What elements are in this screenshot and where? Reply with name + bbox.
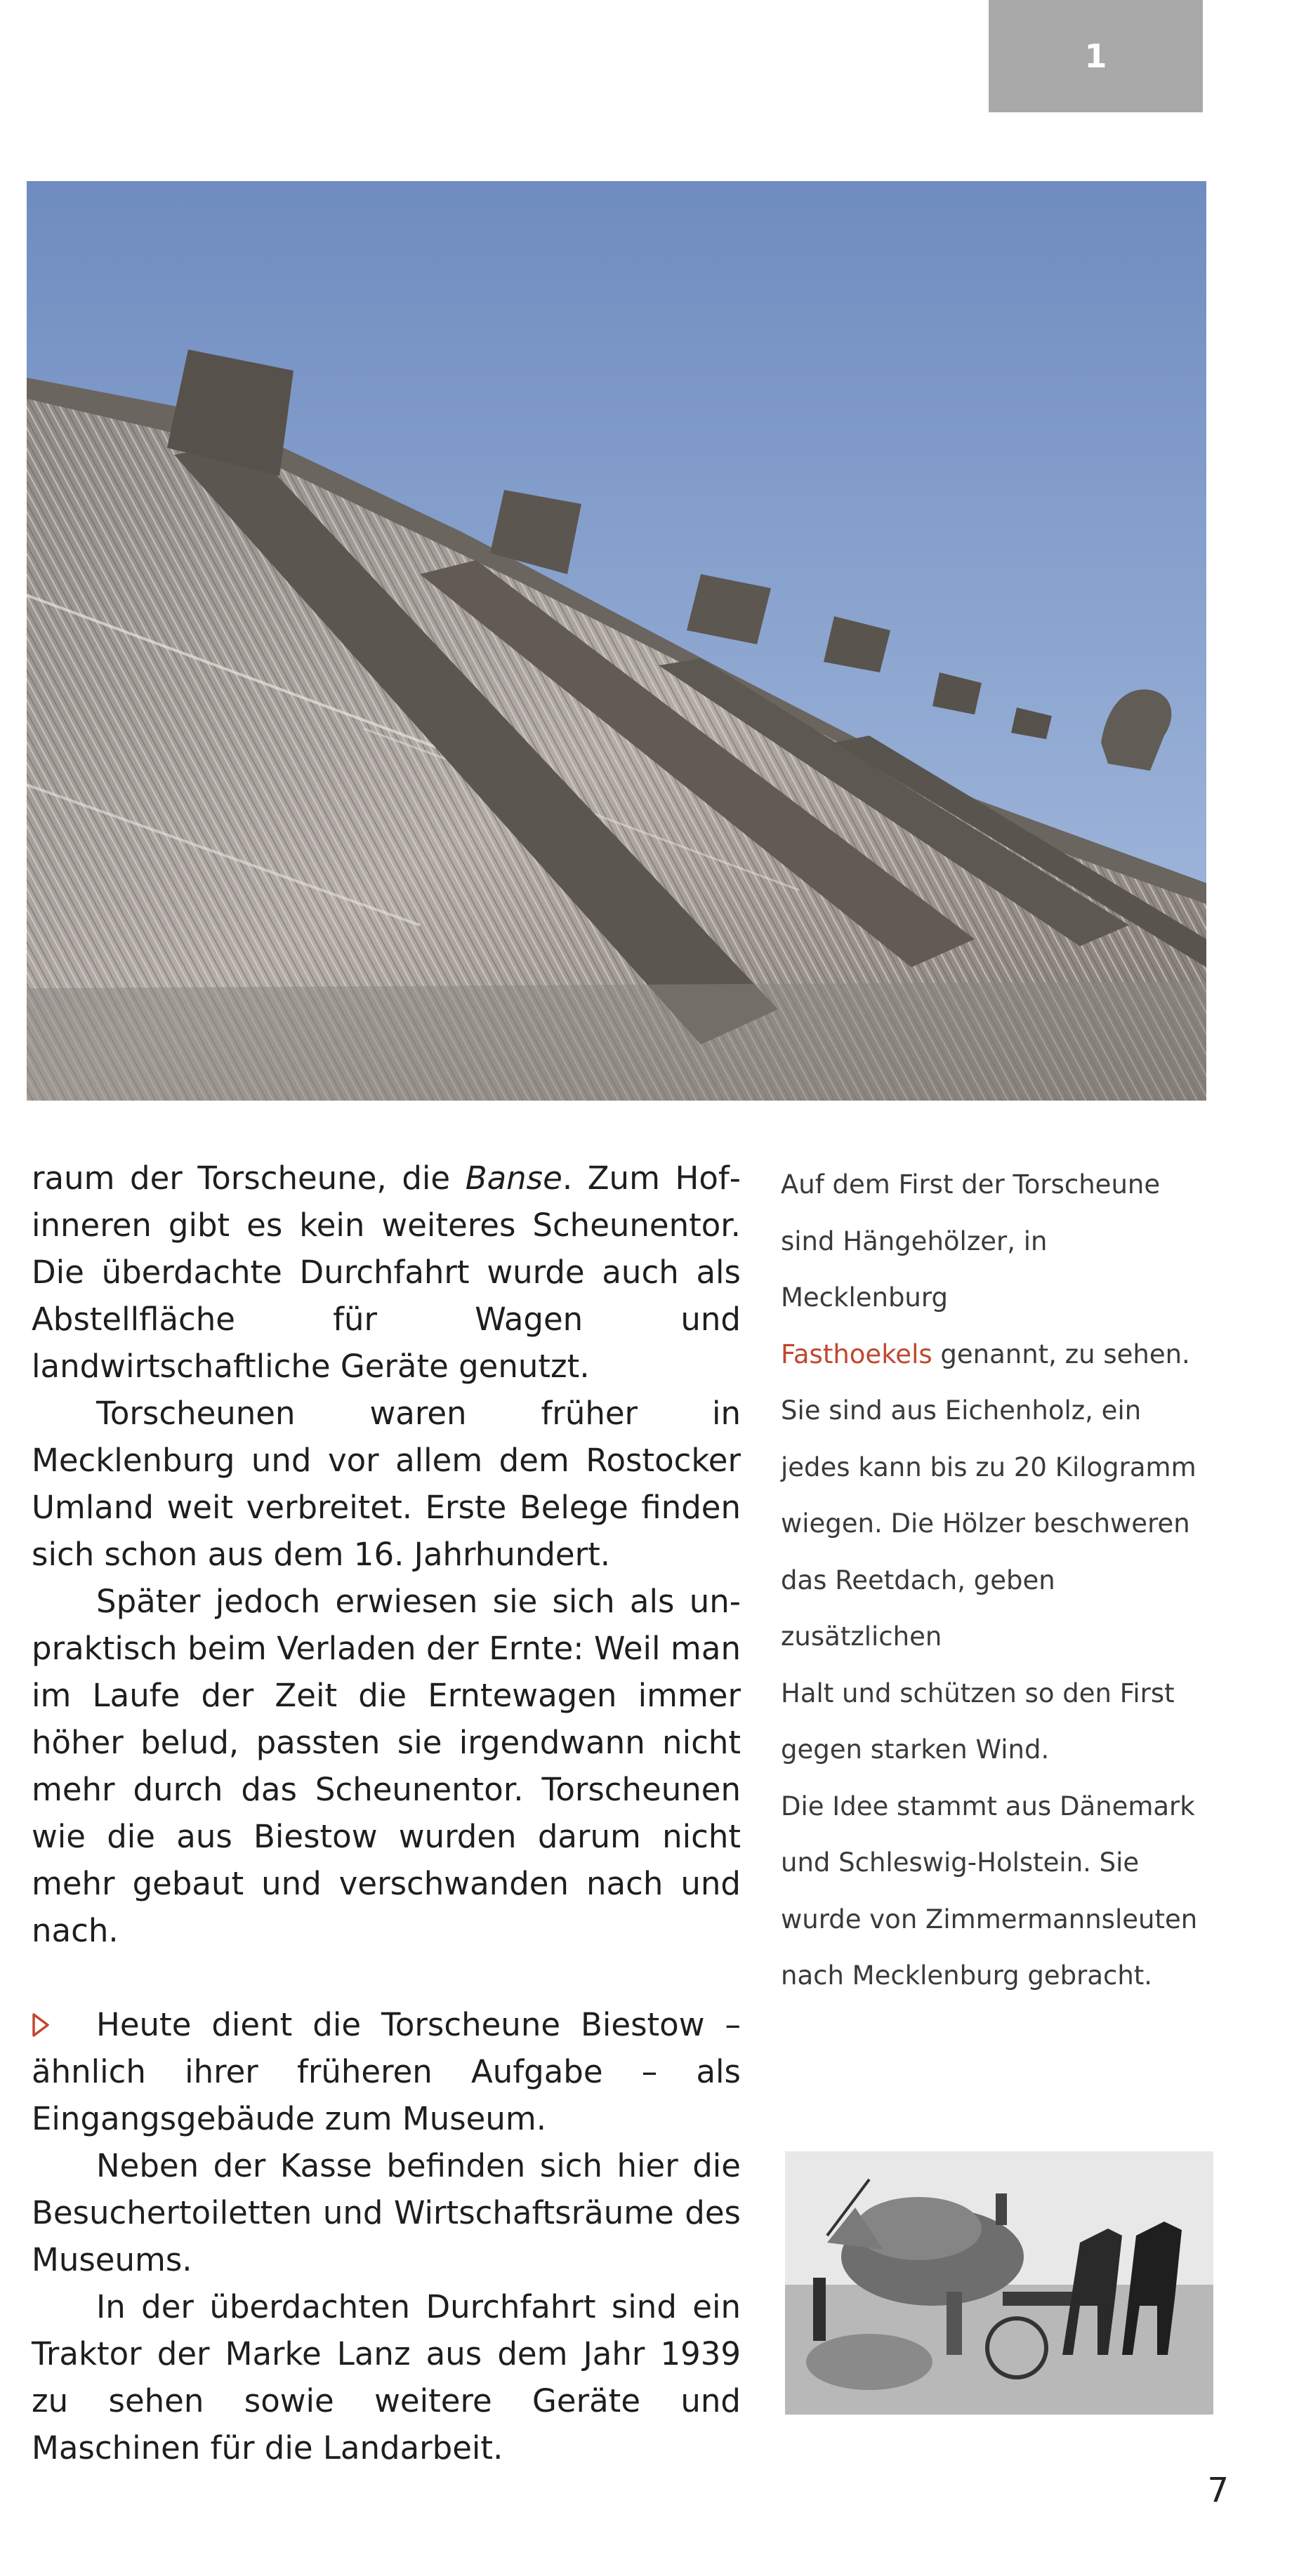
sidebar-line <box>781 1327 1220 1383</box>
harvest-photo <box>785 2151 1213 2415</box>
term-fasthoekels: Fasthoekels <box>781 1339 932 1369</box>
sidebar-line: Sie sind aus Eichenholz, ein <box>781 1395 1142 1426</box>
term-banse: Banse <box>465 1160 562 1197</box>
page-number: 7 <box>1207 2471 1229 2510</box>
paragraph-1-end: . Zum Hofinneren gibt es kein weiteres Scheunentor. Die überdachte Durchfahrt wurde auch als Abstellfläche für Wagen und landwirtschaftliche Geräte genutzt. <box>32 1160 741 1385</box>
paragraph-5: Neben der Kasse befinden sich hier die Besuchertoiletten und Wirtschaftsräume des Museums. <box>32 2147 741 2278</box>
sidebar-line: gegen starken Wind. <box>781 1734 1050 1765</box>
harvest-illustration <box>785 2151 1213 2415</box>
sidebar-caption <box>781 1157 1220 2005</box>
sidebar-line: das Reetdach, geben zusätzlichen <box>781 1565 1055 1652</box>
paragraph-1-start: raum der Torscheune, die <box>32 1160 466 1197</box>
triangle-arrow-outline-icon <box>32 2012 50 2038</box>
thatched-roof-illustration <box>27 181 1206 1101</box>
sidebar-line: sind Hängehölzer, in Mecklenburg <box>781 1226 1048 1313</box>
sidebar-line: Die Idee stammt aus Dänemark <box>781 1791 1195 1821</box>
paragraph-6: In der überdachten Durchfahrt sind ein Traktor der Marke Lanz aus dem Jahr 1939 zu sehen sowie weitere Geräte und Maschinen für die Landarbeit. <box>32 2288 741 2467</box>
sidebar-line: und Schleswig-Holstein. Sie <box>781 1847 1140 1878</box>
sidebar-line: wurde von Zimmermannsleuten <box>781 1904 1198 1934</box>
paragraph-3: Später jedoch erwiesen sie sich als unpraktisch beim Verladen der Ernte: Weil man im Laufe der Zeit die Erntewagen immer höher belud, passten sie irgendwann nicht mehr durch das Scheunentor. Torscheunen wie die aus Biestow wurden darum nicht mehr gebaut und verschwanden nach und nach. <box>32 1583 741 1949</box>
chapter-number: 1 <box>1084 37 1107 75</box>
paragraph-4: Heute dient die Torscheune Biestow – ähnlich ihrer früheren Aufgabe – als Eingangsgebäude zum Museum. <box>32 2006 741 2137</box>
sidebar-line: nach Mecklenburg gebracht. <box>781 1960 1153 1991</box>
chapter-tab <box>989 0 1203 112</box>
sidebar-line: Halt und schützen so den First <box>781 1678 1175 1708</box>
thatched-roof-photo <box>27 181 1206 1101</box>
sidebar-line-rest: genannt, zu sehen. <box>932 1339 1190 1369</box>
paragraph-1 <box>32 1155 741 1390</box>
sidebar-line: Auf dem First der Torscheune <box>781 1169 1161 1200</box>
sidebar-line: jedes kann bis zu 20 Kilogramm <box>781 1452 1196 1482</box>
arrow-paragraph <box>32 2001 741 2142</box>
sidebar-line: wiegen. Die Hölzer beschweren <box>781 1508 1190 1539</box>
main-text-column <box>32 1155 741 2471</box>
paragraph-2: Torscheunen waren früher in Mecklenburg und vor allem dem Rostocker Umland weit verbreitet. Erste Belege finden sich schon aus dem 16. Jahrhundert. <box>32 1395 741 1573</box>
